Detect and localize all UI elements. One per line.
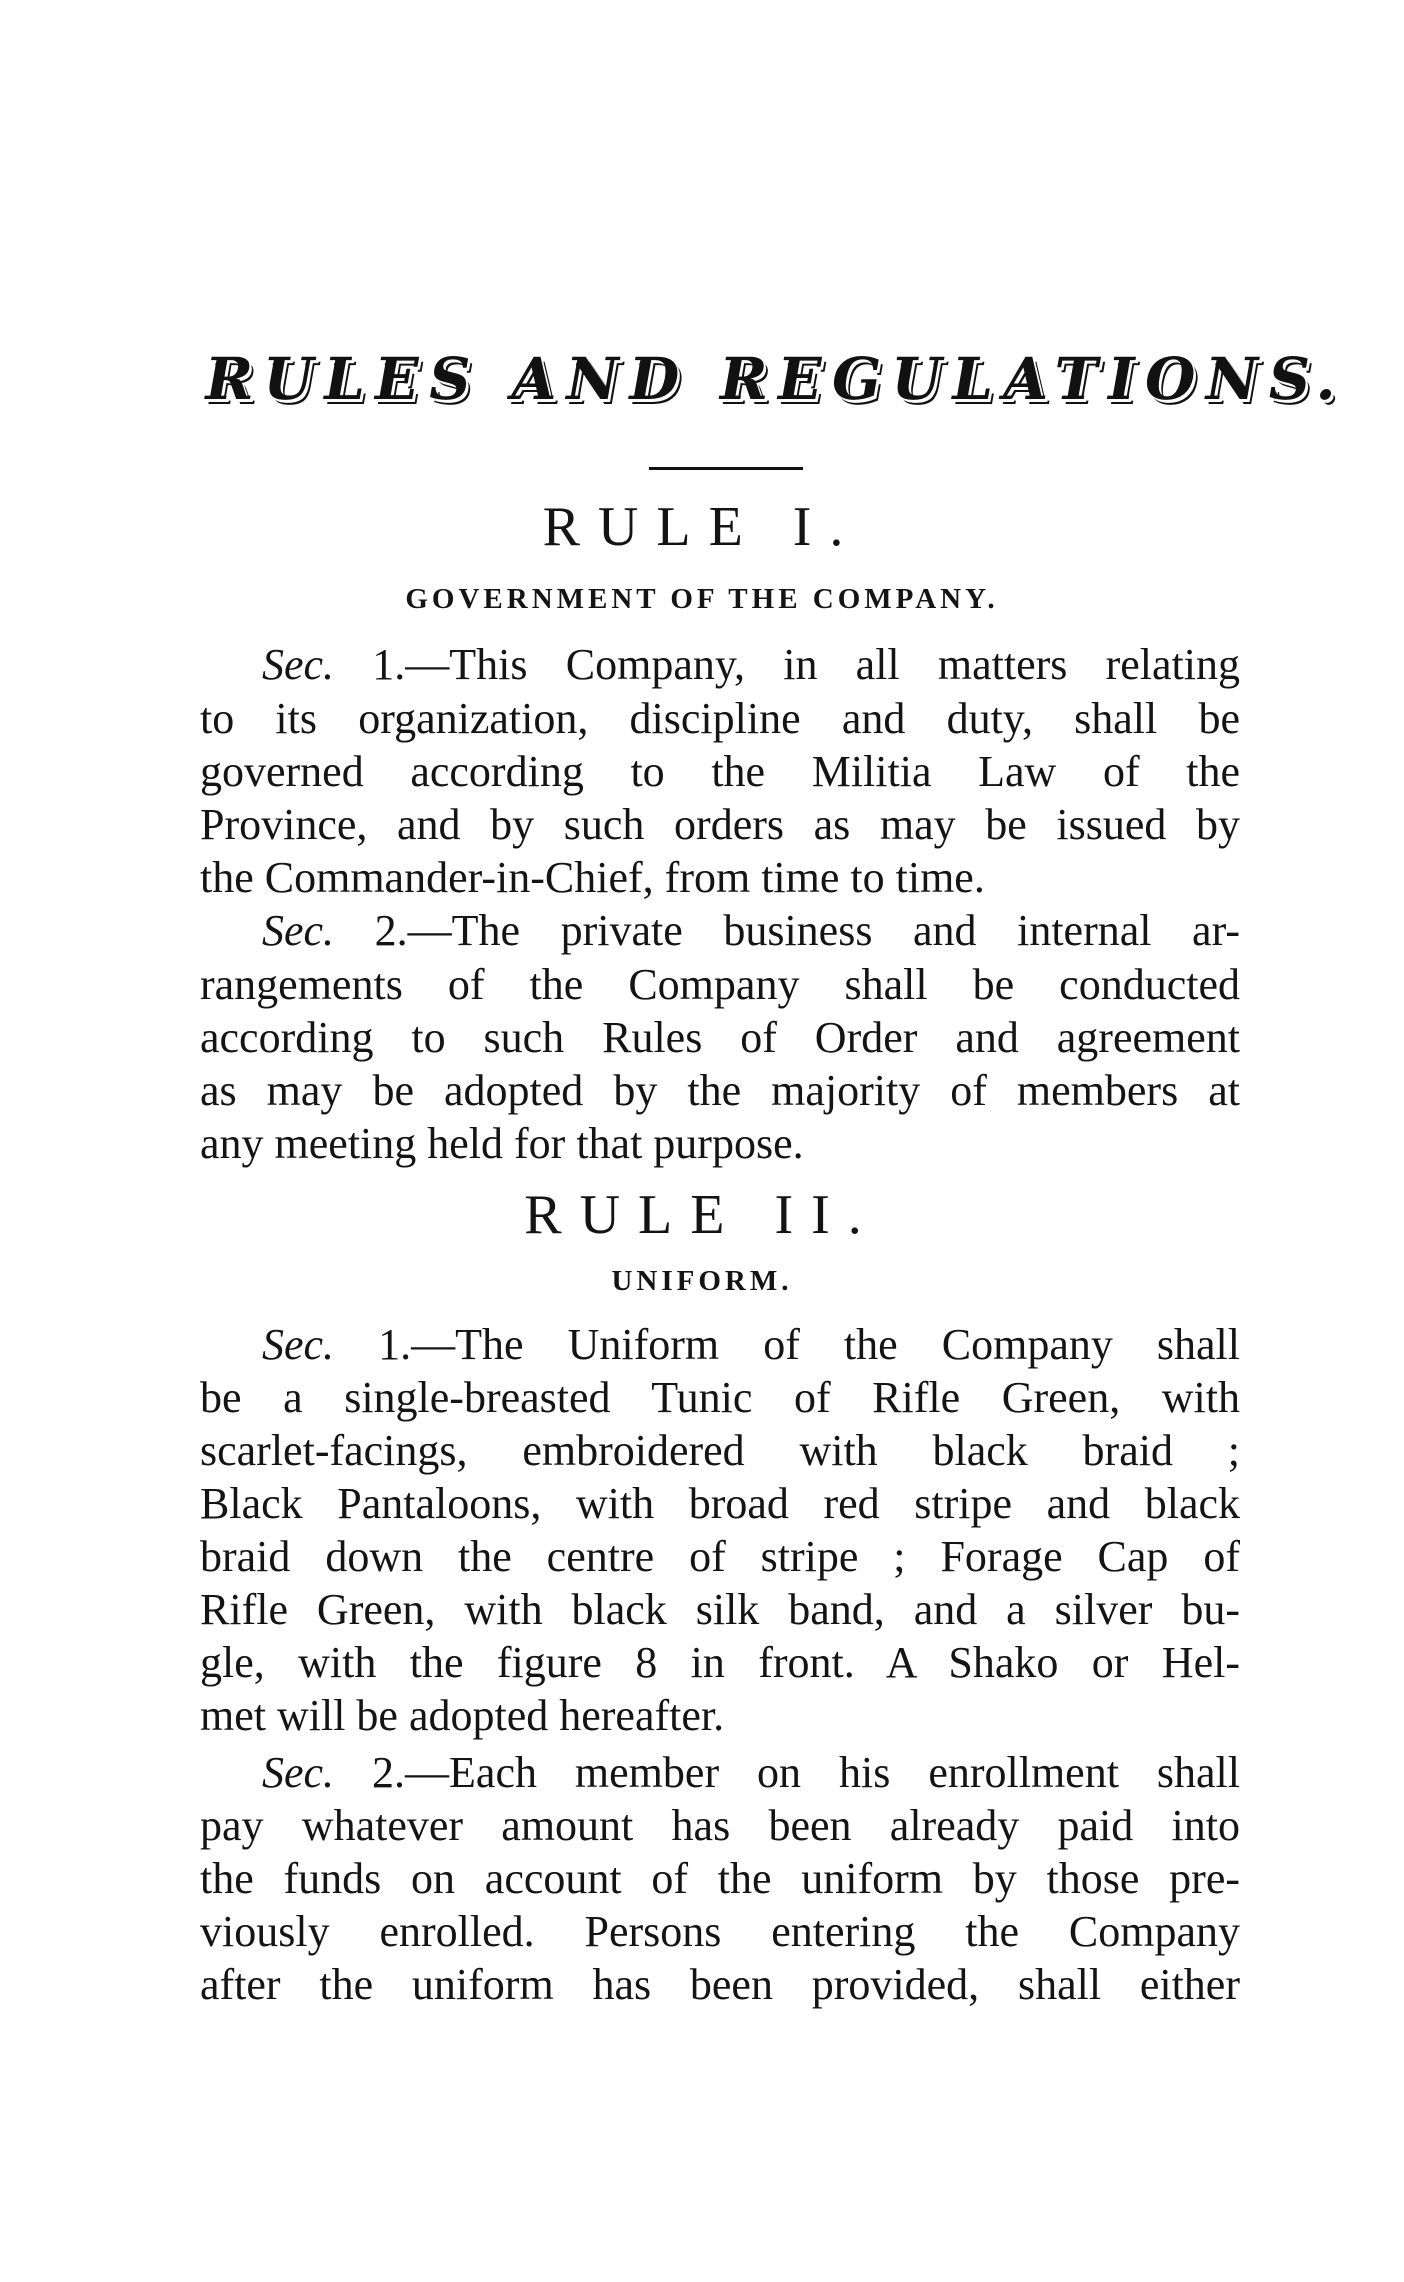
rule-1-heading: RULE I. (542, 496, 862, 558)
rule-1-sec-1-line-2: to its organization, discipline and duty, shall be (200, 694, 1240, 743)
rule-1-sec-2-line-2: rangements of the Company shall be conducted (200, 960, 1240, 1009)
rule-1-sec-1-line-3: governed according to the Militia Law of the (200, 747, 1240, 796)
rule-1-sec-2-line-1: Sec. 2.—The private business and internal ar- (262, 906, 1240, 955)
section-label: Sec. (262, 906, 335, 955)
rule-2-sec-1-line-6: Rifle Green, with black silk band, and a silver bu- (200, 1585, 1240, 1634)
rule-2-sec-2-line-1: Sec. 2.—Each member on his enrollment shall (262, 1748, 1241, 1797)
rule-2-sec-1-line-4: Black Pantaloons, with broad red stripe and black (200, 1479, 1240, 1528)
rule-2-sec-2-line-4: viously enrolled. Persons entering the Company (200, 1907, 1240, 1956)
rule-2-heading: RULE II. (524, 1184, 880, 1246)
title-divider (649, 467, 803, 470)
rule-2-sec-2-line-5: after the uniform has been provided, shall either (200, 1960, 1240, 2009)
rule-2-sec-2-line-2: pay whatever amount has been already paid into (200, 1801, 1240, 1850)
rule-2-sec-2-line-3: the funds on account of the uniform by those pre- (200, 1854, 1240, 1903)
rule-1-sec-1-line-1: Sec. 1.—This Company, in all matters relating (262, 640, 1240, 689)
section-label: Sec. (262, 1320, 335, 1369)
page-title: RULES AND REGULATIONS. (199, 345, 1355, 413)
rule-2-subheading: UNIFORM. (611, 1265, 793, 1297)
rule-1-sec-1-line-4: Province, and by such orders as may be issued by (200, 800, 1240, 849)
rule-2-sec-1-line-5: braid down the centre of stripe ; Forage Cap of (200, 1532, 1240, 1581)
rule-2-sec-1-line-2: be a single-breasted Tunic of Rifle Green, with (200, 1373, 1240, 1422)
rule-2-sec-1-line-7: gle, with the figure 8 in front. A Shako or Hel- (200, 1638, 1240, 1687)
rule-2-sec-1-line-1: Sec. 1.—The Uniform of the Company shall (262, 1320, 1241, 1369)
section-label: Sec. (262, 1748, 335, 1797)
rule-1-sec-1-line-5: the Commander-in-Chief, from time to time. (200, 853, 985, 902)
rule-2-sec-1-line-8: met will be adopted hereafter. (200, 1691, 725, 1740)
rule-2-sec-1-line-3: scarlet-facings, embroidered with black braid ; (200, 1426, 1240, 1475)
rule-1-sec-2-line-3: according to such Rules of Order and agreement (200, 1013, 1240, 1062)
rule-1-sec-2-line-5: any meeting held for that purpose. (200, 1119, 804, 1168)
section-label: Sec. (262, 640, 335, 689)
rule-1-subheading: GOVERNMENT OF THE COMPANY. (405, 583, 999, 615)
rule-1-sec-2-line-4: as may be adopted by the majority of members at (200, 1066, 1240, 1115)
